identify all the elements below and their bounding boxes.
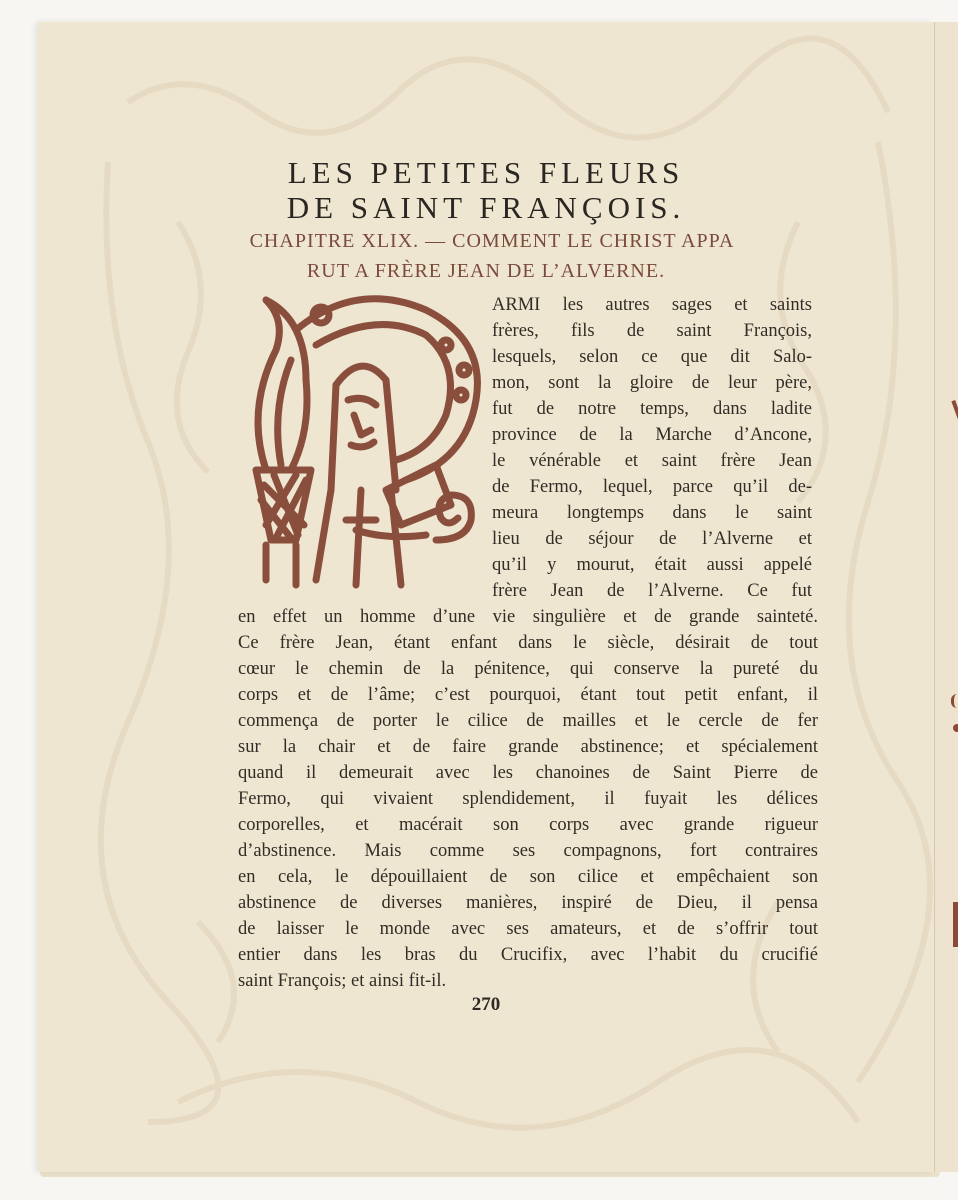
text-line: entier dans les bras du Crucifix, avec l’habit du crucifié <box>238 945 818 965</box>
text-line: en effet un homme d’une vie singulière et de grande sainteté. <box>238 607 818 627</box>
book-page <box>38 22 934 1172</box>
text-line: frères, fils de saint François, <box>492 321 812 341</box>
text-line: de Fermo, lequel, parce qu’il de- <box>492 477 812 497</box>
text-line: sur la chair et de faire grande abstinence; et spécialement <box>238 737 818 757</box>
text-line: Fermo, qui vivaient splendidement, il fuyait les délices <box>238 789 818 809</box>
text-line: de laisser le monde avec ses amateurs, et de s’offrir tout <box>238 919 818 939</box>
book-title-line-2: DE SAINT FRANÇOIS. <box>286 190 686 225</box>
text-line: commença de porter le cilice de mailles et le cercle de fer <box>238 711 818 731</box>
next-page-ornament <box>951 400 958 422</box>
next-page-ornament <box>951 694 958 708</box>
text-line: fut de notre temps, dans ladite <box>492 399 812 419</box>
text-line: Ce frère Jean, étant enfant dans le siècle, désirait de tout <box>238 633 818 653</box>
text-line: lesquels, selon ce que dit Salo- <box>492 347 812 367</box>
text-line: meura longtemps dans le saint <box>492 503 812 523</box>
text-line: corporelles, et macérait son corps avec grande rigueur <box>238 815 818 835</box>
text-line: le vénérable et saint frère Jean <box>492 451 812 471</box>
text-line: lieu de séjour de l’Alverne et <box>492 529 812 549</box>
text-line: en cela, le dépouillaient de son cilice et empêchaient son <box>238 867 818 887</box>
chapter-heading-line-2: RUT A FRÈRE JEAN DE L’ALVERNE. <box>306 260 666 282</box>
text-line: cœur le chemin de la pénitence, qui conserve la pureté du <box>238 659 818 679</box>
drop-cap-p-woodcut-icon <box>236 290 498 590</box>
next-page-ornament <box>953 902 958 947</box>
text-line: abstinence de diverses manières, inspiré de Dieu, il pensa <box>238 893 818 913</box>
page-number: 270 <box>471 994 501 1015</box>
text-line: qu’il y mourut, était aussi appelé <box>492 555 812 575</box>
text-line: province de la Marche d’Ancone, <box>492 425 812 445</box>
text-line: quand il demeurait avec les chanoines de Saint Pierre de <box>238 763 818 783</box>
text-line: frère Jean de l’Alverne. Ce fut <box>492 581 812 601</box>
next-page-ornament <box>953 724 958 732</box>
text-line: d’abstinence. Mais comme ses compagnons, fort contraires <box>238 841 818 861</box>
text-line: saint François; et ainsi fit-il. <box>238 971 447 991</box>
text-line: corps et de l’âme; c’est pourquoi, étant tout petit enfant, il <box>238 685 818 705</box>
text-line: mon, sont la gloire de leur père, <box>492 373 812 393</box>
text-line: ARMI les autres sages et saints <box>492 295 812 315</box>
book-title-line-1: LES PETITES FLEURS <box>287 155 685 190</box>
chapter-heading-line-1: CHAPITRE XLIX. — COMMENT LE CHRIST APPA <box>249 230 735 252</box>
next-page-edge <box>932 22 958 1172</box>
